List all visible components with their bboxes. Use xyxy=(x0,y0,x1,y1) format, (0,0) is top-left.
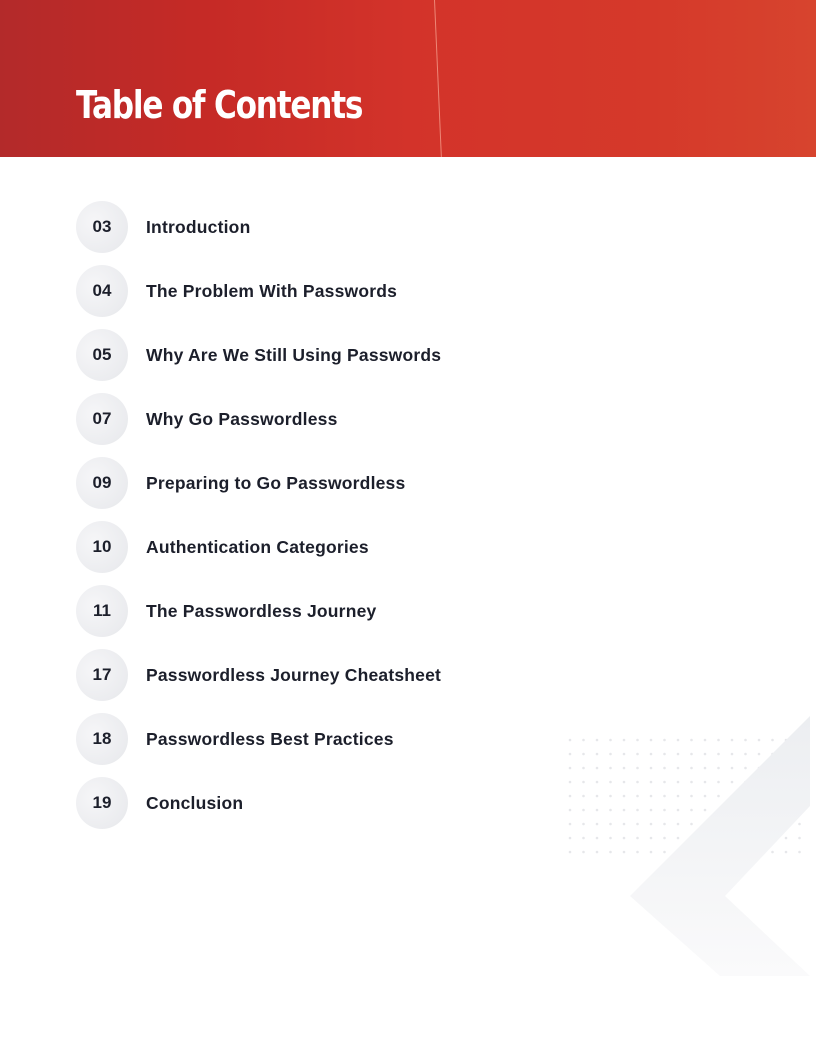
pattern-dot xyxy=(771,739,774,742)
pattern-dot xyxy=(663,795,666,798)
pattern-dot xyxy=(596,781,599,784)
pattern-dot xyxy=(569,795,572,798)
pattern-dot xyxy=(623,809,626,812)
pattern-dot xyxy=(717,795,720,798)
pattern-dot xyxy=(677,809,680,812)
pattern-dot xyxy=(717,781,720,784)
pattern-dot xyxy=(704,753,707,756)
pattern-dot xyxy=(785,837,788,840)
pattern-dot xyxy=(798,851,801,854)
pattern-dot xyxy=(623,851,626,854)
toc-item[interactable] xyxy=(76,585,576,637)
pattern-dot xyxy=(731,753,734,756)
pattern-dot xyxy=(623,753,626,756)
decorative-chevron-pattern xyxy=(560,716,816,976)
pattern-dot xyxy=(609,837,612,840)
pattern-dot xyxy=(623,837,626,840)
pattern-dot xyxy=(569,809,572,812)
pattern-dot xyxy=(650,795,653,798)
pattern-dot xyxy=(596,767,599,770)
pattern-dot xyxy=(663,823,666,826)
pattern-dot xyxy=(623,823,626,826)
pattern-dot xyxy=(690,795,693,798)
pattern-dot xyxy=(744,767,747,770)
pattern-dot xyxy=(623,767,626,770)
pattern-dot xyxy=(596,753,599,756)
pattern-dot xyxy=(758,739,761,742)
pattern-dot xyxy=(650,781,653,784)
page-number-badge: 04 xyxy=(76,265,128,317)
toc-item[interactable] xyxy=(76,329,576,381)
toc-item-label: Conclusion xyxy=(146,792,244,813)
pattern-dot xyxy=(650,739,653,742)
pattern-dot xyxy=(704,809,707,812)
pattern-dot xyxy=(677,795,680,798)
page-number-badge: 17 xyxy=(76,649,128,701)
pattern-dot xyxy=(663,781,666,784)
toc-item[interactable] xyxy=(76,649,576,701)
pattern-dot xyxy=(650,767,653,770)
pattern-dot xyxy=(596,823,599,826)
pattern-dot xyxy=(582,851,585,854)
pattern-dot xyxy=(582,823,585,826)
pattern-dot xyxy=(717,767,720,770)
pattern-dot xyxy=(582,795,585,798)
pattern-dot xyxy=(636,795,639,798)
pattern-dot xyxy=(636,739,639,742)
pattern-dot xyxy=(663,753,666,756)
pattern-dot xyxy=(569,739,572,742)
pattern-dot xyxy=(582,739,585,742)
page-number-badge: 07 xyxy=(76,393,128,445)
toc-item-label: The Problem With Passwords xyxy=(146,280,398,301)
pattern-dot xyxy=(663,837,666,840)
pattern-dot xyxy=(582,837,585,840)
pattern-dot xyxy=(717,753,720,756)
pattern-dot xyxy=(650,753,653,756)
pattern-dot xyxy=(677,781,680,784)
pattern-dot xyxy=(636,851,639,854)
page-number-badge: 03 xyxy=(76,201,128,253)
pattern-dot xyxy=(663,851,666,854)
toc-item-label: Passwordless Best Practices xyxy=(146,728,394,749)
pattern-dot xyxy=(609,767,612,770)
pattern-dot xyxy=(596,851,599,854)
pattern-dot xyxy=(623,781,626,784)
pattern-dot xyxy=(636,809,639,812)
pattern-dot xyxy=(609,795,612,798)
pattern-dot xyxy=(677,823,680,826)
pattern-dot xyxy=(582,781,585,784)
toc-item-label: Preparing to Go Passwordless xyxy=(146,472,406,493)
toc-item-label: The Passwordless Journey xyxy=(146,600,377,621)
toc-item[interactable] xyxy=(76,457,576,509)
pattern-dot xyxy=(663,739,666,742)
pattern-dot xyxy=(596,809,599,812)
pattern-dot xyxy=(650,837,653,840)
pattern-dot xyxy=(596,739,599,742)
pattern-dot xyxy=(731,739,734,742)
pattern-dot xyxy=(582,753,585,756)
pattern-dot xyxy=(744,753,747,756)
pattern-dot xyxy=(798,837,801,840)
pattern-dot xyxy=(569,753,572,756)
pattern-dot xyxy=(636,753,639,756)
pattern-dot xyxy=(636,767,639,770)
toc-item-label: Introduction xyxy=(146,216,251,237)
pattern-dot xyxy=(758,753,761,756)
pattern-dot xyxy=(744,739,747,742)
pattern-dot xyxy=(609,781,612,784)
pattern-dot xyxy=(569,767,572,770)
page-number-badge: 09 xyxy=(76,457,128,509)
page-number-badge: 19 xyxy=(76,777,128,829)
pattern-dot xyxy=(771,851,774,854)
pattern-dot xyxy=(569,781,572,784)
toc-item[interactable] xyxy=(76,521,576,573)
pattern-dot xyxy=(704,795,707,798)
pattern-dot xyxy=(596,837,599,840)
pattern-dot xyxy=(609,739,612,742)
pattern-dot xyxy=(690,739,693,742)
pattern-dot xyxy=(569,823,572,826)
pattern-dot xyxy=(609,851,612,854)
pattern-dot xyxy=(704,739,707,742)
pattern-dot xyxy=(690,823,693,826)
pattern-dot xyxy=(636,823,639,826)
page-number-badge: 05 xyxy=(76,329,128,381)
page-number-badge: 11 xyxy=(76,585,128,637)
pattern-dot xyxy=(663,809,666,812)
pattern-dot xyxy=(690,753,693,756)
toc-item[interactable] xyxy=(76,777,576,829)
pattern-dot xyxy=(704,767,707,770)
pattern-dot xyxy=(690,767,693,770)
pattern-dot xyxy=(609,823,612,826)
pattern-dot xyxy=(690,809,693,812)
pattern-dot xyxy=(582,809,585,812)
pattern-dot xyxy=(785,851,788,854)
pattern-dot xyxy=(623,795,626,798)
pattern-dot xyxy=(569,837,572,840)
pattern-dot xyxy=(704,781,707,784)
pattern-dot xyxy=(731,767,734,770)
toc-item-label: Why Are We Still Using Passwords xyxy=(146,344,442,365)
pattern-dot xyxy=(677,753,680,756)
pattern-dot xyxy=(582,767,585,770)
pattern-dot xyxy=(636,837,639,840)
pattern-dot xyxy=(677,767,680,770)
toc-item[interactable] xyxy=(76,393,576,445)
pattern-dot xyxy=(663,767,666,770)
pattern-dot xyxy=(623,739,626,742)
pattern-dot xyxy=(609,753,612,756)
pattern-dot xyxy=(731,781,734,784)
page-number-badge: 18 xyxy=(76,713,128,765)
pattern-dot xyxy=(798,823,801,826)
pattern-dot xyxy=(609,809,612,812)
pattern-dot xyxy=(650,851,653,854)
toc-item-label: Authentication Categories xyxy=(146,536,369,557)
pattern-dot xyxy=(569,851,572,854)
pattern-dot xyxy=(596,795,599,798)
pattern-dot xyxy=(677,837,680,840)
pattern-dot xyxy=(636,781,639,784)
toc-item[interactable] xyxy=(76,713,576,765)
pattern-dot xyxy=(717,739,720,742)
pattern-dot xyxy=(650,823,653,826)
header-banner xyxy=(0,0,816,157)
toc-item[interactable] xyxy=(76,265,576,317)
pattern-dot xyxy=(690,781,693,784)
pattern-dot xyxy=(650,809,653,812)
page-number-badge: 10 xyxy=(76,521,128,573)
page-title: Table of Contents xyxy=(76,83,363,127)
pattern-dot xyxy=(677,739,680,742)
toc-item-label: Passwordless Journey Cheatsheet xyxy=(146,664,442,685)
banner-seam xyxy=(434,0,442,157)
toc-item-label: Why Go Passwordless xyxy=(146,408,338,429)
toc-item[interactable] xyxy=(76,201,576,253)
